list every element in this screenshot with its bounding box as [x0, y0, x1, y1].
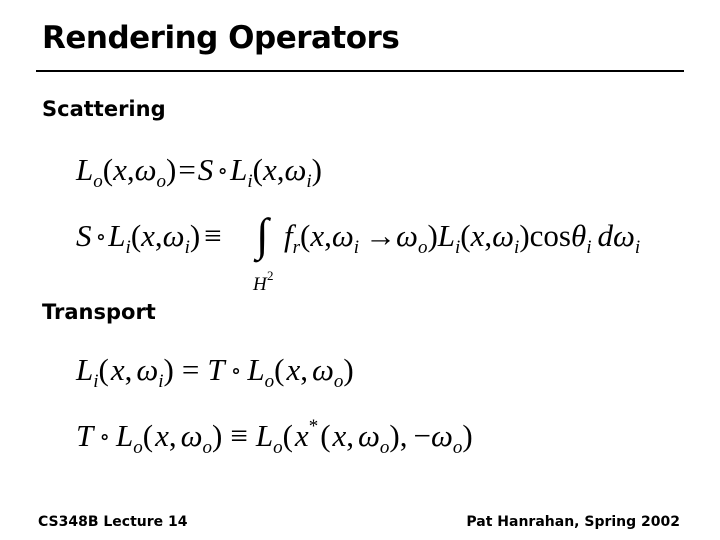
section-heading-transport: Transport	[42, 300, 156, 324]
footer-lecture: CS348B Lecture 14	[38, 514, 188, 530]
slide-title: Rendering Operators	[42, 20, 400, 56]
svg-text:S∘Li(x,ωi)≡: S $\circ L_i(x,\omega_i)$ ≡	[76, 218, 222, 258]
svg-text:2: 2	[267, 268, 274, 283]
svg-text:H: H	[253, 274, 267, 295]
svg-text:∫: ∫	[256, 209, 269, 260]
svg-text:Lo(x,ωo)=S∘Li(x,ωi): $L_o(x,\omega_o)=S$ $\circ L_i(x,\omega_i)$	[76, 152, 322, 192]
footer-author: Pat Hanrahan, Spring 2002	[466, 514, 680, 530]
section-heading-scattering: Scattering	[42, 97, 166, 121]
svg-text:Li(x,ωi)=T∘Lo(x,ωo): $L_i(x$, $\omega_i) = T$ ∘ $L_o(x$, $\omega_o$)	[76, 352, 354, 392]
svg-text:fr(x,ωi→ωo)Li(x,ωi)cosθidωi: $f_r(x,\omega_i \to\omega_o)L_i(x,\omega_i)\cos\theta_i$ $d\omega_i$	[284, 218, 641, 258]
svg-text:T∘Lo(x,ωo)≡Lo(x*(x,ωo),−ωo): T ∘ $L_o(x$, $\omega_o) \equiv L_o(x^*(x$, $\omega_o$), $-\omega_o$)	[76, 416, 473, 458]
